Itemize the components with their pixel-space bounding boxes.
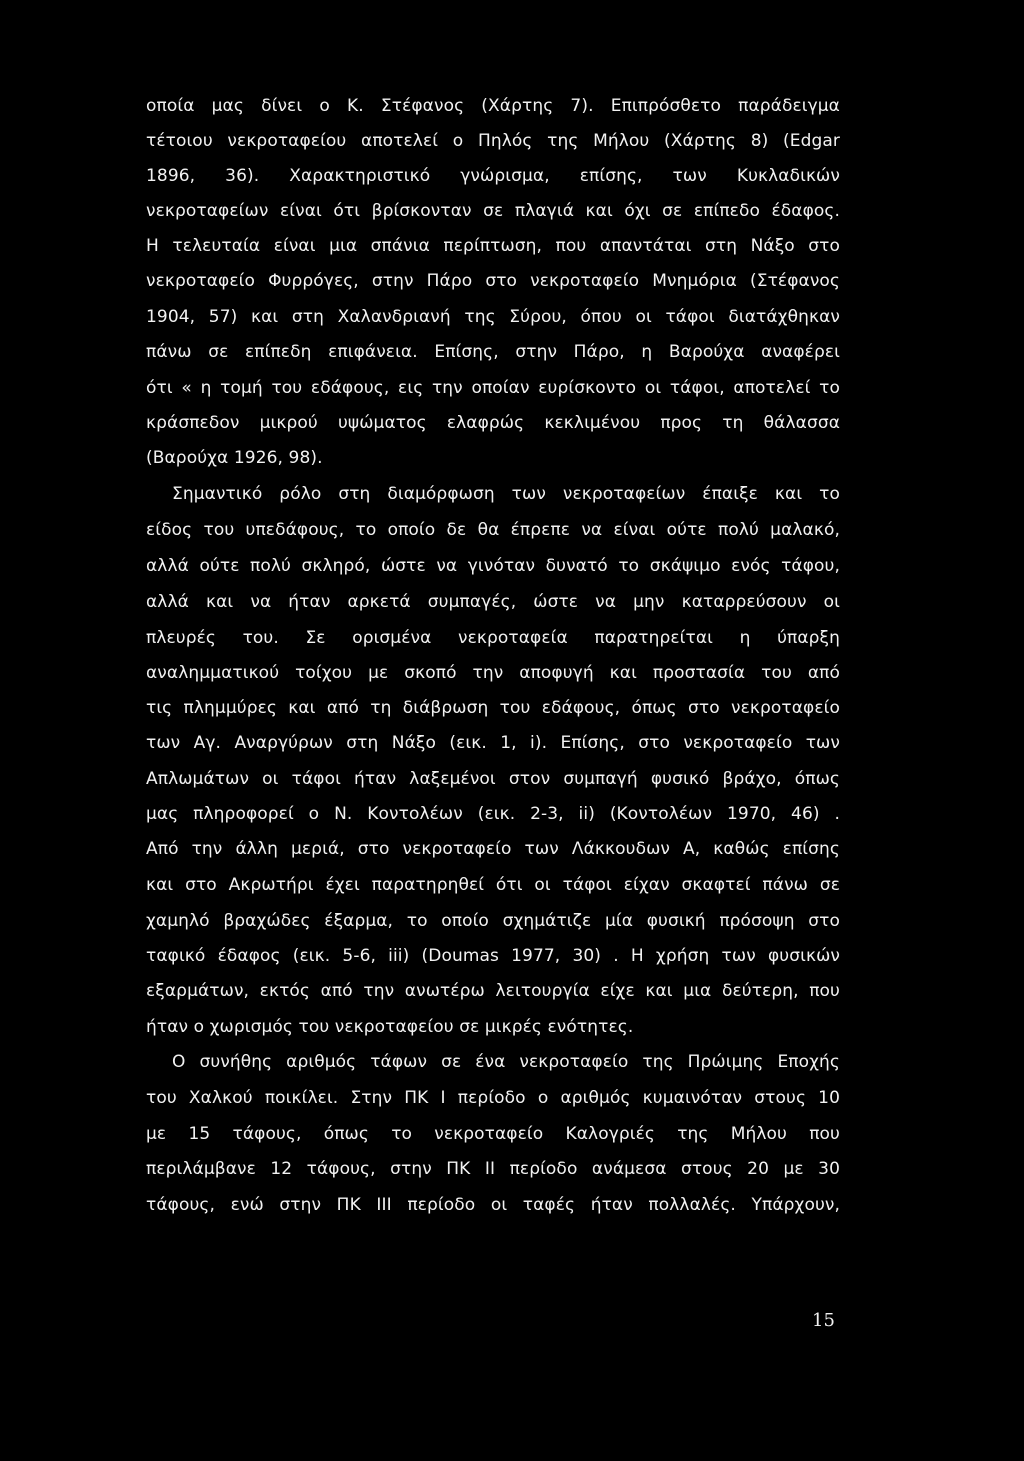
text-line: ότι « η τομή του εδάφους, εις την οποίαν ευρίσκοντο οι τάφοι, αποτελεί το — [146, 378, 840, 398]
text-line: Σημαντικό ρόλο στη διαμόρφωση των νεκροταφείων έπαιξε και το — [172, 484, 840, 504]
text-line: (Βαρούχα 1926, 98). — [146, 448, 323, 468]
text-line: 1904, 57) και στη Χαλανδριανή της Σύρου, όπου οι τάφοι διατάχθηκαν — [146, 307, 840, 327]
text-line: εξαρμάτων, εκτός από την ανωτέρω λειτουργία είχε και μια δεύτερη, που — [146, 981, 840, 1001]
page-number: 15 — [812, 1310, 835, 1331]
text-line: τέτοιου νεκροταφείου αποτελεί ο Πηλός της Μήλου (Χάρτης 8) (Edgar — [146, 131, 840, 151]
text-line: περιλάμβανε 12 τάφους, στην ΠΚ ΙΙ περίοδο ανάμεσα στους 20 με 30 — [146, 1159, 840, 1179]
text-line: τάφους, ενώ στην ΠΚ ΙΙΙ περίοδο οι ταφές ήταν πολλαλές. Υπάρχουν, — [146, 1195, 840, 1215]
text-line: αλλά και να ήταν αρκετά συμπαγές, ώστε να μην καταρρεύσουν οι — [146, 592, 840, 612]
text-line: είδος του υπεδάφους, το οποίο δε θα έπρεπε να είναι ούτε πολύ μαλακό, — [146, 520, 840, 540]
text-line: Η τελευταία είναι μια σπάνια περίπτωση, που απαντάται στη Νάξο στο — [146, 236, 840, 256]
text-line: αλλά ούτε πολύ σκληρό, ώστε να γινόταν δυνατό το σκάψιμο ενός τάφου, — [146, 556, 840, 576]
text-line: Απλωμάτων οι τάφοι ήταν λαξεμένοι στον συμπαγή φυσικό βράχο, όπως — [146, 769, 840, 789]
text-line: Ο συνήθης αριθμός τάφων σε ένα νεκροταφείο της Πρώιμης Εποχής — [172, 1052, 840, 1072]
text-line: κράσπεδον μικρού υψώματος ελαφρώς κεκλιμένου προς τη θάλασσα — [146, 413, 840, 433]
text-line: πλευρές του. Σε ορισμένα νεκροταφεία παρατηρείται η ύπαρξη — [146, 628, 840, 648]
text-line: ταφικό έδαφος (εικ. 5-6, iii) (Doumas 1977, 30) . Η χρήση των φυσικών — [146, 946, 840, 966]
text-line: Από την άλλη μεριά, στο νεκροταφείο των Λάκκουδων Α, καθώς επίσης — [146, 839, 840, 859]
text-line: με 15 τάφους, όπως το νεκροταφείο Καλογριές της Μήλου που — [146, 1124, 840, 1144]
text-line: μας πληροφορεί ο Ν. Κοντολέων (εικ. 2-3, ii) (Κοντολέων 1970, 46) . — [146, 804, 840, 824]
text-line: πάνω σε επίπεδη επιφάνεια. Επίσης, στην Πάρο, η Βαρούχα αναφέρει — [146, 342, 840, 362]
text-line: 1896, 36). Χαρακτηριστικό γνώρισμα, επίσης, των Κυκλαδικών — [146, 166, 840, 186]
text-line: νεκροταφείο Φυρρόγες, στην Πάρο στο νεκροταφείο Μνημόρια (Στέφανος — [146, 271, 840, 291]
text-line: ήταν ο χωρισμός του νεκροταφείου σε μικρές ενότητες. — [146, 1017, 634, 1037]
text-line: του Χαλκού ποικίλει. Στην ΠΚ Ι περίοδο ο αριθμός κυμαινόταν στους 10 — [146, 1088, 840, 1108]
text-line: οποία μας δίνει ο Κ. Στέφανος (Χάρτης 7). Επιπρόσθετο παράδειγμα — [146, 96, 840, 116]
text-line: τις πλημμύρες και από τη διάβρωση του εδάφους, όπως στο νεκροταφείο — [146, 698, 840, 718]
text-line: νεκροταφείων είναι ότι βρίσκονταν σε πλαγιά και όχι σε επίπεδο έδαφος. — [146, 201, 840, 221]
text-line: και στο Ακρωτήρι έχει παρατηρηθεί ότι οι τάφοι είχαν σκαφτεί πάνω σε — [146, 875, 840, 895]
text-line: των Αγ. Αναργύρων στη Νάξο (εικ. 1, i). Επίσης, στο νεκροταφείο των — [146, 733, 840, 753]
text-line: χαμηλό βραχώδες έξαρμα, το οποίο σχημάτιζε μία φυσική πρόσοψη στο — [146, 911, 840, 931]
text-line: αναλημματικού τοίχου με σκοπό την αποφυγή και προστασία του από — [146, 663, 840, 683]
